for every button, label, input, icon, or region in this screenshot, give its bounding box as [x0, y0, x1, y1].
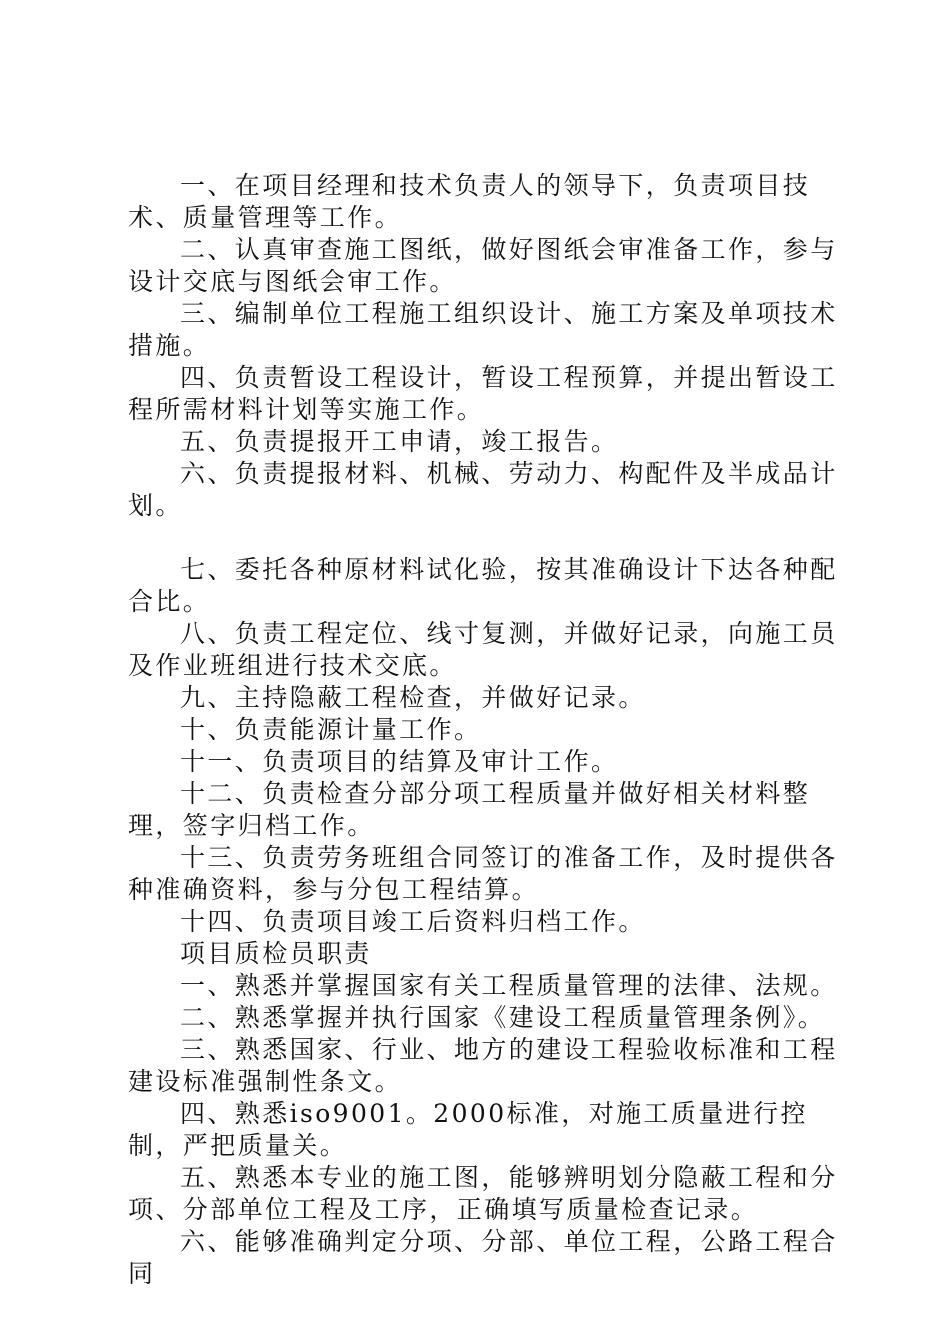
paragraph-19: 五、熟悉本专业的施工图，能够辨明划分隐蔽工程和分项、分部单位工程及工序，正确填写质量检查记录。	[128, 1163, 838, 1224]
paragraph-10: 十、负责能源计量工作。	[180, 715, 482, 744]
paragraph-8: 八、负责工程定位、线寸复测，并做好记录，向施工员及作业班组进行技术交底。	[128, 619, 838, 680]
paragraph-1: 一、在项目经理和技术负责人的领导下，负责项目技术、质量管理等工作。	[128, 171, 811, 232]
paragraph-13: 十三、负责劳务班组合同签订的准备工作，及时提供各种准确资料，参与分包工程结算。	[128, 843, 838, 904]
document-body	[128, 170, 858, 1290]
paragraph-11: 十一、负责项目的结算及审计工作。	[180, 747, 619, 776]
paragraph-3: 三、编制单位工程施工组织设计、施工方案及单项技术措施。	[128, 299, 838, 360]
paragraph-16: 二、熟悉掌握并执行国家《建设工程质量管理条例》。	[180, 1003, 826, 1032]
section-heading-quality-inspector: 项目质检员职责	[180, 939, 372, 968]
paragraph-9: 九、主持隐蔽工程检查，并做好记录。	[180, 683, 646, 712]
paragraph-20: 六、能够准确判定分项、分部、单位工程，公路工程合同	[128, 1227, 838, 1288]
paragraph-15: 一、熟悉并掌握国家有关工程质量管理的法律、法规。	[180, 971, 838, 1000]
paragraph-17: 三、熟悉国家、行业、地方的建设工程验收标准和工程建设标准强制性条文。	[128, 1035, 838, 1096]
paragraph-2: 二、认真审查施工图纸，做好图纸会审准备工作，参与设计交底与图纸会审工作。	[128, 235, 838, 296]
paragraph-12: 十二、负责检查分部分项工程质量并做好相关材料整理，签字归档工作。	[128, 779, 811, 840]
paragraph-14: 十四、负责项目竣工后资料归档工作。	[180, 907, 646, 936]
paragraph-18: 四、熟悉iso9001。2000标准，对施工质量进行控制，严把质量关。	[128, 1099, 808, 1160]
paragraph-4: 四、负责暂设工程设计，暂设工程预算，并提出暂设工程所需材料计划等实施工作。	[128, 363, 838, 424]
paragraph-6: 六、负责提报材料、机械、劳动力、构配件及半成品计划。	[128, 459, 838, 520]
paragraph-5: 五、负责提报开工申请，竣工报告。	[180, 427, 619, 456]
paragraph-7: 七、委托各种原材料试化验，按其准确设计下达各种配合比。	[128, 555, 838, 616]
